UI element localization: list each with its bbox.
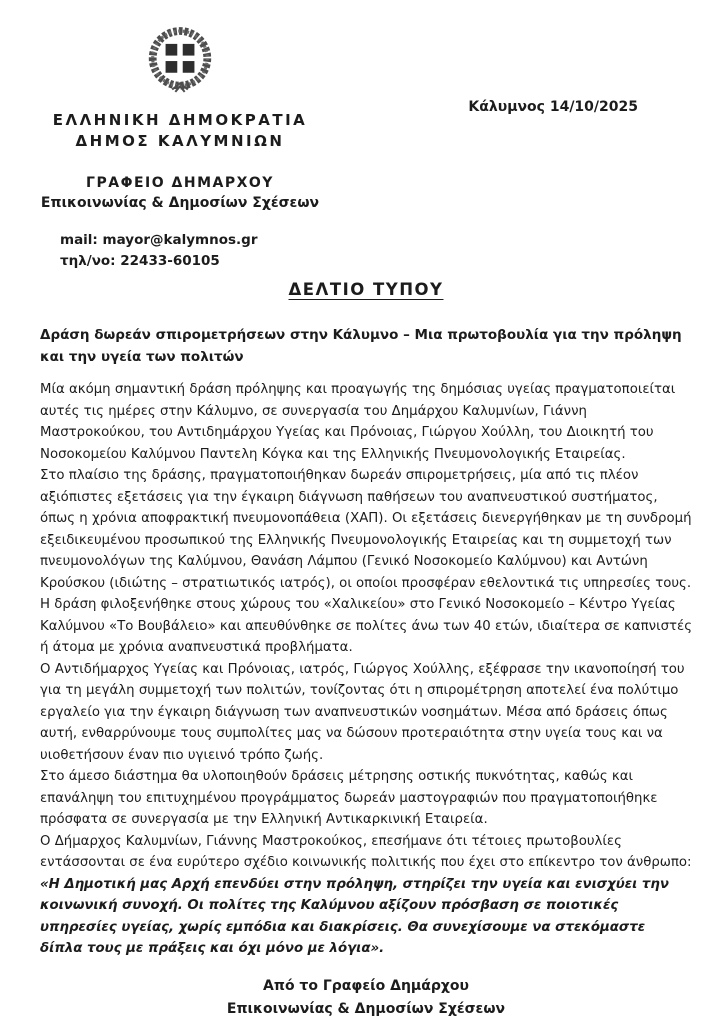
document-title: ΔΕΛΤΙΟ ΤΥΠΟΥ <box>288 280 444 299</box>
office-name-line1: ΓΡΑΦΕΙΟ ΔΗΜΑΡΧΟΥ <box>86 175 274 191</box>
signature-line2: Επικοινωνίας & Δημοσίων Σχέσεων <box>226 1001 506 1017</box>
signature-block <box>40 975 692 1022</box>
paragraph-6: Ο Δήμαρχος Καλυμνίων, Γιάννης Μαστροκούκος, επεσήμανε ότι τέτοιες πρωτοβουλίες εντάσσονται σε ένα ευρύτερο σχέδιο κοινωνικής πολιτικής που έχει στο επίκεντρο τον άνθρωπο: <box>40 833 692 870</box>
paragraph-4: Ο Αντιδήμαρχος Υγείας και Πρόνοιας, ιατρός, Γιώργος Χούλλης, εξέφρασε την ικανοποίησή του για τη μεγάλη συμμετοχή των πολιτών, τονίζοντας ότι η σπιρομέτρηση αποτελεί ένα πολύτιμο εργαλείο για την έγκαιρη διάγνωση των αναπνευστικών νοσημάτων. Μέσα από δράσεις όπως αυτή, ενθαρρύνουμε τους συμπολίτες μας να δώσουν προτεραιότητα στην υγεία τους και να υιοθετήσουν έναν πιο υγιεινό τρόπο ζωής. <box>40 661 685 763</box>
press-release-text <box>40 379 692 960</box>
paragraph-1: Μία ακόμη σημαντική δράση πρόληψης και προαγωγής της δημόσιας υγείας πραγματοποιείται αυτές τις ημέρες στην Κάλυμνο, σε συνεργασία του Δημάρχου Καλυμνίων, Γιάννη Μαστροκούκου, του Αντιδημάρχου Υγείας και Πρόνοιας, Γιώργου Χούλλη, του Διοικητή του Νοσοκομείου Καλύμνου Παντελη Κόγκα και της Ελληνικής Πνευμονολογικής Εταιρείας. <box>40 382 676 462</box>
mayor-quote: «Η Δημοτική μας Αρχή επενδύει στην πρόληψη, στηρίζει την υγεία και ενισχύει την κοινωνική συνοχή. Οι πολίτες της Καλύμνου αξίζουν πρόσβαση σε ποιοτικές υπηρεσίες υγείας, χωρίς εμπόδια και διακρίσεις. Θα συνεχίσουμε να στεκόμαστε δίπλα τους με πράξεις και όχι μόνο με λόγια». <box>40 876 669 956</box>
paragraph-3: Η δράση φιλοξενήθηκε στους χώρους του «Χαλικείου» στο Γενικό Νοσοκομείο – Κέντρο Υγείας Καλύμνου «Το Βουβάλειο» και απευθύνθηκε σε πολίτες άνω των 40 ετών, ιδιαίτερα σε καπνιστές ή άτομα με χρόνια αναπνευστικά προβλήματα. <box>40 597 693 655</box>
letterhead <box>18 24 342 272</box>
office-name-line2: Επικοινωνίας & Δημοσίων Σχέσεων <box>40 195 320 211</box>
place-and-date: Κάλυμνος 14/10/2025 <box>468 99 638 115</box>
paragraph-5: Στο άμεσο διάστημα θα υλοποιηθούν δράσεις μέτρησης οστικής πυκνότητας, καθώς και επανάληψη του επιτυχημένου προγράμματος δωρεάν μαστογραφιών που πραγματοποιήθηκε πρόσφατα σε συνεργασία με την Ελληνική Αντικαρκινική Εταιρεία. <box>40 769 658 827</box>
contact-phone: τηλ/νο: 22433-60105 <box>60 253 220 269</box>
press-release-headline: Δράση δωρεάν σπιρομετρήσεων στην Κάλυμνο – Μια πρωτοβουλία για την πρόληψη και την υγεία των πολιτών <box>40 327 682 365</box>
document-body <box>40 280 692 1022</box>
shield-field <box>159 37 201 79</box>
signature-line1: Από το Γραφείο Δημάρχου <box>263 977 469 994</box>
contact-email: mail: mayor@kalymnos.gr <box>60 232 258 248</box>
office-block <box>18 173 342 213</box>
org-name-line1: ΕΛΛΗΝΙΚΗ ΔΗΜΟΚΡΑΤΙΑ <box>52 111 308 129</box>
org-name-line2: ΔΗΜΟΣ ΚΑΛΥΜΝΙΩΝ <box>75 132 285 150</box>
contact-block <box>18 230 342 272</box>
greek-national-emblem-icon <box>141 24 219 102</box>
paragraph-2: Στο πλαίσιο της δράσης, πραγματοποιήθηκαν δωρεάν σπιρομετρήσεις, μία από τις πλέον αξιόπιστες εξετάσεις για την έγκαιρη διάγνωση παθήσεων του αναπνευστικού συστήματος, όπως η χρόνια αποφρακτική πνευμονοπάθεια (ΧΑΠ). Οι εξετάσεις διενεργήθηκαν με τη συνδρομή εξειδικευμένου προσωπικού της Ελληνικής Πνευμονολογικής Εταιρείας και τη συμμετοχή των πνευμονολόγων της Καλύμνου, Θανάση Λάμπου (Γενικό Νοσοκομείο Καλύμνου) και Αντώνη Κρούσκου (ιδιώτης – στρατιωτικός ιατρός), οι οποίοι προσφέραν εθελοντικά τις υπηρεσίες τους. <box>40 468 692 591</box>
